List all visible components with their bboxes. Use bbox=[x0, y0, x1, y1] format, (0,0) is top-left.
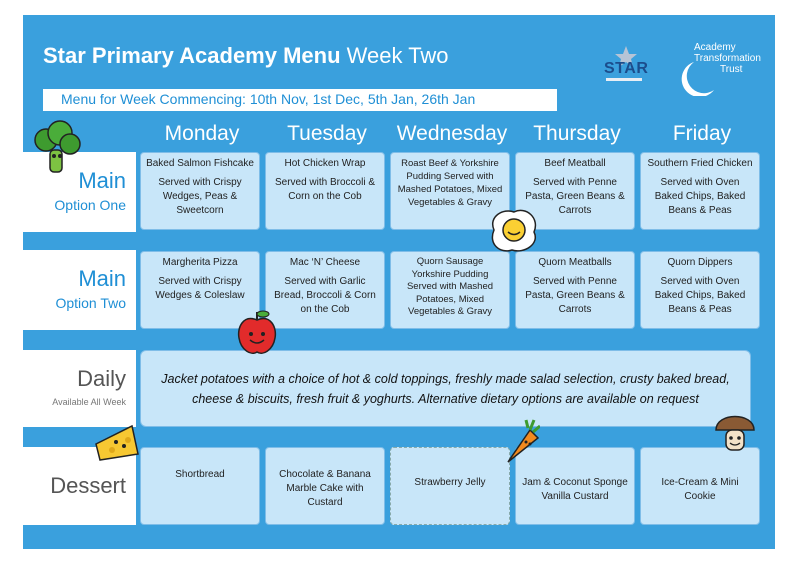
daily-options-card bbox=[140, 350, 751, 427]
row-label-daily-sub: Available All Week bbox=[52, 397, 126, 407]
dish-detail: Served with Crispy Wedges, Peas & Sweetcorn bbox=[158, 177, 242, 216]
mushroom-icon bbox=[712, 408, 758, 454]
trust-logo bbox=[672, 40, 762, 96]
dish-name: Quorn Meatballs bbox=[538, 257, 612, 268]
week-commencing-text: Menu for Week Commencing: 10th Nov, 1st Dec, 5th Jan, 26th Jan bbox=[61, 91, 476, 107]
day-wednesday: Wednesday bbox=[396, 122, 508, 145]
menu-card-main2-wednesday bbox=[390, 251, 510, 329]
apple-icon bbox=[235, 310, 279, 356]
star-logo bbox=[596, 44, 652, 90]
daily-options-text: Jacket potatoes with a choice of hot & cold toppings, freshly made salad selection, crusty baked bread, cheese & biscuits, fresh fruit & yoghurts. Alternative dietary options are available on request bbox=[161, 372, 730, 406]
row-label-main-two bbox=[23, 250, 136, 330]
trust-logo-text bbox=[694, 42, 761, 75]
row-label-main-one-title: Main bbox=[78, 168, 126, 193]
dish-detail: Served with Oven Baked Chips, Baked Beans & Peas bbox=[654, 177, 746, 216]
row-label-daily bbox=[23, 350, 136, 427]
dish-detail: Served with Crispy Wedges & Coleslaw bbox=[155, 276, 245, 301]
dish-detail: Served with Oven Baked Chips, Baked Beans & Peas bbox=[654, 276, 746, 315]
carrot-icon bbox=[500, 418, 540, 466]
trust-line2: Transformation bbox=[694, 53, 761, 64]
dish-name: Margherita Pizza bbox=[162, 257, 238, 268]
menu-card-dessert-tuesday bbox=[265, 447, 385, 525]
dish-detail: Served with Broccoli & Corn on the Cob bbox=[274, 177, 376, 202]
dish-name: Southern Fried Chicken bbox=[647, 158, 753, 169]
dish-detail: Served with Penne Pasta, Green Beans & Carrots bbox=[525, 276, 625, 315]
dish-detail: Served with Penne Pasta, Green Beans & Carrots bbox=[525, 177, 625, 216]
dish-detail: Served with Garlic Bread, Broccoli & Corn on the Cob bbox=[274, 276, 376, 315]
row-label-main-two-sub: Option Two bbox=[55, 295, 126, 311]
star-logo-underline bbox=[606, 78, 642, 81]
day-friday: Friday bbox=[672, 122, 732, 145]
day-tuesday: Tuesday bbox=[287, 122, 367, 145]
menu-card-main1-friday bbox=[640, 152, 760, 230]
egg-icon bbox=[486, 206, 542, 254]
title-rest: Week Two bbox=[340, 43, 449, 68]
dessert-name: Shortbread bbox=[175, 469, 225, 480]
row-label-main-two-title: Main bbox=[78, 266, 126, 291]
trust-line1: Academy bbox=[694, 42, 736, 53]
dish-name: Roast Beef & Yorkshire bbox=[401, 158, 499, 169]
day-thursday: Thursday bbox=[533, 122, 621, 145]
dish-name: Quorn Dippers bbox=[667, 257, 733, 268]
row-label-daily-title: Daily bbox=[77, 366, 126, 391]
cheese-icon bbox=[92, 420, 142, 466]
page-title bbox=[43, 43, 449, 69]
dish-name: Quorn Sausage bbox=[416, 256, 484, 267]
title-bold: Star Primary Academy Menu bbox=[43, 43, 341, 68]
menu-card-main2-tuesday bbox=[265, 251, 385, 329]
dish-name: Mac ‘N’ Cheese bbox=[289, 257, 361, 268]
broccoli-icon bbox=[32, 120, 84, 174]
dessert-name: Ice-Cream & Mini Cookie bbox=[661, 477, 739, 502]
menu-card-main2-friday bbox=[640, 251, 760, 329]
menu-card-main1-tuesday bbox=[265, 152, 385, 230]
dessert-name: Chocolate & Banana Marble Cake with Custard bbox=[279, 469, 371, 508]
star-logo-text: STAR bbox=[604, 60, 649, 77]
menu-card-dessert-friday bbox=[640, 447, 760, 525]
row-label-main-one-sub: Option One bbox=[54, 197, 126, 213]
dish-name: Baked Salmon Fishcake bbox=[146, 158, 254, 169]
menu-card-dessert-monday bbox=[140, 447, 260, 525]
dish-detail: Pudding Served with Mashed Potatoes, Mixed Vegetables & Gravy bbox=[397, 171, 503, 208]
menu-card-dessert-wednesday bbox=[390, 447, 510, 525]
day-monday: Monday bbox=[164, 122, 240, 145]
trust-line3: Trust bbox=[720, 64, 743, 75]
row-label-dessert-title: Dessert bbox=[50, 473, 126, 498]
menu-card-main2-thursday bbox=[515, 251, 635, 329]
dish-name: Beef Meatball bbox=[544, 158, 606, 169]
dish-name: Hot Chicken Wrap bbox=[284, 158, 366, 169]
menu-card-main1-monday bbox=[140, 152, 260, 230]
dessert-name: Strawberry Jelly bbox=[414, 477, 486, 488]
dessert-name: Jam & Coconut Sponge Vanilla Custard bbox=[522, 477, 628, 502]
dish-detail: Yorkshire Pudding Served with Mashed Potatoes, Mixed Vegetables & Gravy bbox=[406, 268, 494, 317]
week-commencing-bar bbox=[43, 89, 557, 111]
